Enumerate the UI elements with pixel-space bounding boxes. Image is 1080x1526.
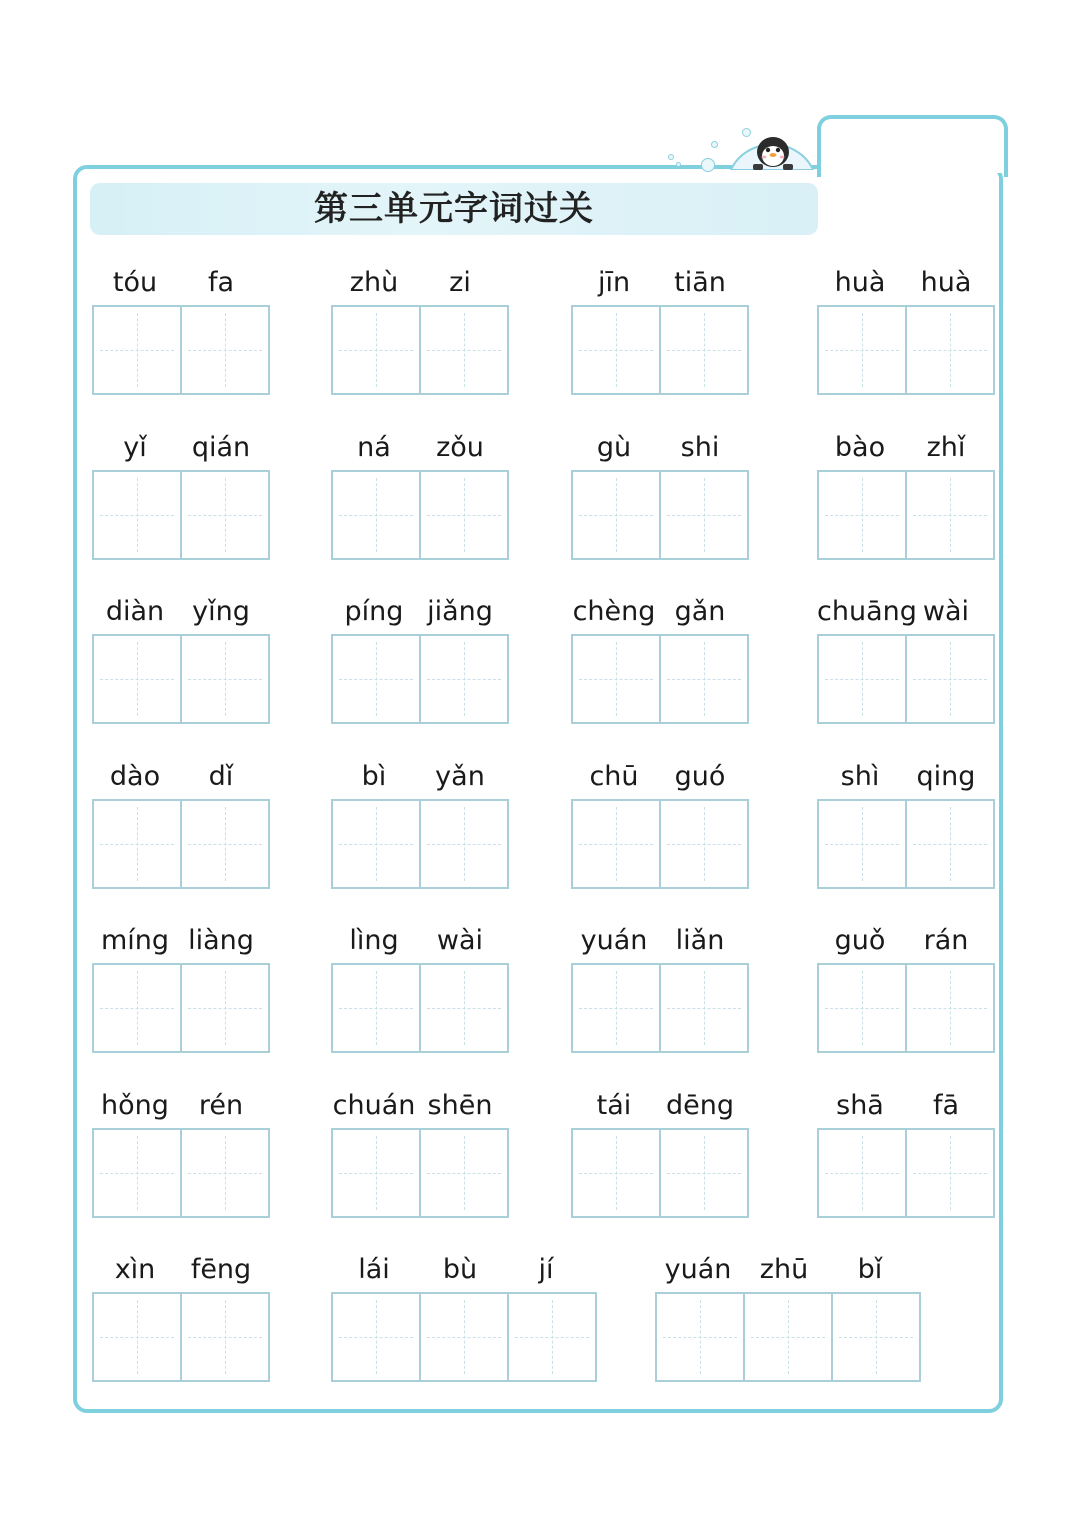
pinyin-label: chèng: [572, 596, 656, 627]
pinyin-label: zi: [449, 267, 471, 298]
pinyin-label: lìng: [349, 925, 399, 956]
pinyin-label: dào: [109, 761, 161, 792]
writing-cell[interactable]: [817, 963, 907, 1053]
pinyin-label: bǐ: [857, 1254, 883, 1285]
writing-cell[interactable]: [817, 634, 907, 724]
writing-cell[interactable]: [419, 634, 509, 724]
bubble-icon: [711, 141, 718, 148]
tianzige-cells: [331, 1128, 509, 1216]
writing-cell[interactable]: [180, 1128, 270, 1218]
tianzige-cells: [331, 963, 509, 1051]
writing-cell[interactable]: [92, 634, 182, 724]
pinyin-label: huà: [920, 267, 972, 298]
pinyin-label: jí: [538, 1254, 554, 1285]
tianzige-cells: [817, 1128, 995, 1216]
writing-cell[interactable]: [659, 1128, 749, 1218]
pinyin-label: lái: [358, 1254, 390, 1285]
tianzige-cells: [571, 470, 749, 558]
writing-cell[interactable]: [331, 470, 421, 560]
pinyin-label: zhū: [759, 1254, 809, 1285]
pinyin-label: rán: [923, 925, 969, 956]
pinyin-label: gù: [596, 432, 632, 463]
writing-cell[interactable]: [659, 634, 749, 724]
writing-cell[interactable]: [817, 305, 907, 395]
pinyin-label: shā: [836, 1090, 884, 1121]
writing-cell[interactable]: [571, 963, 661, 1053]
writing-cell[interactable]: [571, 1128, 661, 1218]
pinyin-label: qián: [191, 432, 251, 463]
pinyin-label: wài: [922, 596, 970, 627]
pinyin-label: píng: [344, 596, 404, 627]
writing-cell[interactable]: [180, 799, 270, 889]
tianzige-cells: [92, 963, 270, 1051]
writing-cell[interactable]: [92, 1292, 182, 1382]
tianzige-cells: [571, 634, 749, 722]
writing-cell[interactable]: [905, 1128, 995, 1218]
pinyin-label: liǎn: [675, 925, 725, 956]
pinyin-label: fā: [932, 1090, 960, 1121]
writing-cell[interactable]: [659, 470, 749, 560]
frame-tab-joint: [821, 161, 1004, 173]
tianzige-cells: [92, 634, 270, 722]
tianzige-cells: [571, 799, 749, 887]
writing-cell[interactable]: [180, 1292, 270, 1382]
writing-cell[interactable]: [419, 470, 509, 560]
pinyin-label: guǒ: [834, 925, 886, 956]
pinyin-label: shì: [840, 761, 880, 792]
writing-cell[interactable]: [659, 963, 749, 1053]
tianzige-cells: [92, 305, 270, 393]
writing-cell[interactable]: [817, 799, 907, 889]
writing-cell[interactable]: [331, 634, 421, 724]
pinyin-label: bào: [834, 432, 886, 463]
writing-cell[interactable]: [180, 305, 270, 395]
tianzige-cells: [331, 799, 509, 887]
writing-cell[interactable]: [905, 799, 995, 889]
writing-cell[interactable]: [331, 1292, 421, 1382]
writing-cell[interactable]: [659, 305, 749, 395]
pinyin-label: shēn: [427, 1090, 493, 1121]
bubble-icon: [668, 154, 674, 160]
tianzige-cells: [655, 1292, 921, 1380]
pinyin-label: yǐ: [123, 432, 147, 463]
pinyin-label: dēng: [665, 1090, 734, 1121]
tianzige-cells: [331, 1292, 597, 1380]
writing-cell[interactable]: [905, 470, 995, 560]
writing-cell[interactable]: [659, 799, 749, 889]
writing-cell[interactable]: [571, 305, 661, 395]
writing-cell[interactable]: [905, 305, 995, 395]
pinyin-label: tái: [596, 1090, 632, 1121]
tianzige-cells: [571, 305, 749, 393]
tianzige-cells: [331, 470, 509, 558]
pinyin-label: qing: [916, 761, 976, 792]
pinyin-label: chū: [589, 761, 639, 792]
pinyin-label: yǎn: [435, 761, 485, 792]
pinyin-label: bù: [442, 1254, 478, 1285]
writing-cell[interactable]: [92, 470, 182, 560]
bubble-icon: [676, 162, 681, 167]
tianzige-cells: [92, 1128, 270, 1216]
tianzige-cells: [817, 305, 995, 393]
writing-cell[interactable]: [331, 1128, 421, 1218]
writing-cell[interactable]: [419, 1128, 509, 1218]
tianzige-cells: [571, 963, 749, 1051]
page-title: 第三单元字词过关: [314, 189, 594, 229]
writing-cell[interactable]: [180, 470, 270, 560]
writing-cell[interactable]: [419, 799, 509, 889]
pinyin-label: míng: [100, 925, 170, 956]
writing-cell[interactable]: [905, 963, 995, 1053]
writing-cell[interactable]: [331, 305, 421, 395]
pinyin-label: chuán: [332, 1090, 416, 1121]
writing-cell[interactable]: [743, 1292, 833, 1382]
writing-cell[interactable]: [419, 963, 509, 1053]
writing-cell[interactable]: [571, 634, 661, 724]
tianzige-cells: [817, 470, 995, 558]
writing-cell[interactable]: [180, 634, 270, 724]
pinyin-label: gǎn: [674, 596, 726, 627]
pinyin-label: yuán: [664, 1254, 732, 1285]
writing-cell[interactable]: [817, 1128, 907, 1218]
writing-cell[interactable]: [92, 305, 182, 395]
pinyin-label: fēng: [190, 1254, 252, 1285]
pinyin-label: yǐng: [192, 596, 250, 627]
pinyin-label: yuán: [580, 925, 648, 956]
pinyin-label: xìn: [114, 1254, 156, 1285]
pinyin-label: rén: [198, 1090, 244, 1121]
writing-cell[interactable]: [331, 963, 421, 1053]
tianzige-cells: [92, 1292, 270, 1380]
writing-cell[interactable]: [507, 1292, 597, 1382]
pinyin-label: fa: [207, 267, 235, 298]
tianzige-cells: [571, 1128, 749, 1216]
writing-cell[interactable]: [180, 963, 270, 1053]
writing-cell[interactable]: [831, 1292, 921, 1382]
writing-cell[interactable]: [571, 470, 661, 560]
tianzige-cells: [817, 963, 995, 1051]
writing-cell[interactable]: [817, 470, 907, 560]
pinyin-label: liàng: [188, 925, 254, 956]
pinyin-label: zhù: [349, 267, 399, 298]
pinyin-label: bì: [361, 761, 387, 792]
pinyin-label: jīn: [597, 267, 631, 298]
tianzige-cells: [817, 634, 995, 722]
writing-cell[interactable]: [92, 963, 182, 1053]
writing-cell[interactable]: [655, 1292, 745, 1382]
pinyin-label: zhǐ: [926, 432, 966, 463]
pinyin-label: hǒng: [101, 1090, 169, 1121]
writing-cell[interactable]: [92, 1128, 182, 1218]
tianzige-cells: [92, 799, 270, 887]
writing-cell[interactable]: [905, 634, 995, 724]
pinyin-label: ná: [357, 432, 391, 463]
pinyin-label: jiǎng: [427, 596, 493, 627]
tianzige-cells: [817, 799, 995, 887]
writing-cell[interactable]: [419, 1292, 509, 1382]
bubble-icon: [701, 158, 715, 172]
tianzige-cells: [92, 470, 270, 558]
pinyin-label: guó: [674, 761, 726, 792]
pinyin-label: tiān: [674, 267, 726, 298]
tianzige-cells: [331, 634, 509, 722]
pinyin-label: chuāng: [817, 596, 917, 627]
pinyin-label: tóu: [112, 267, 158, 298]
pinyin-label: zǒu: [436, 432, 484, 463]
writing-cell[interactable]: [331, 799, 421, 889]
writing-cell[interactable]: [571, 799, 661, 889]
pinyin-label: diàn: [105, 596, 165, 627]
pinyin-label: dǐ: [208, 761, 234, 792]
pinyin-label: huà: [834, 267, 886, 298]
penguin-mascot-icon: [727, 128, 817, 170]
writing-cell[interactable]: [419, 305, 509, 395]
tianzige-cells: [331, 305, 509, 393]
pinyin-label: wài: [436, 925, 484, 956]
writing-cell[interactable]: [92, 799, 182, 889]
pinyin-label: shi: [680, 432, 720, 463]
